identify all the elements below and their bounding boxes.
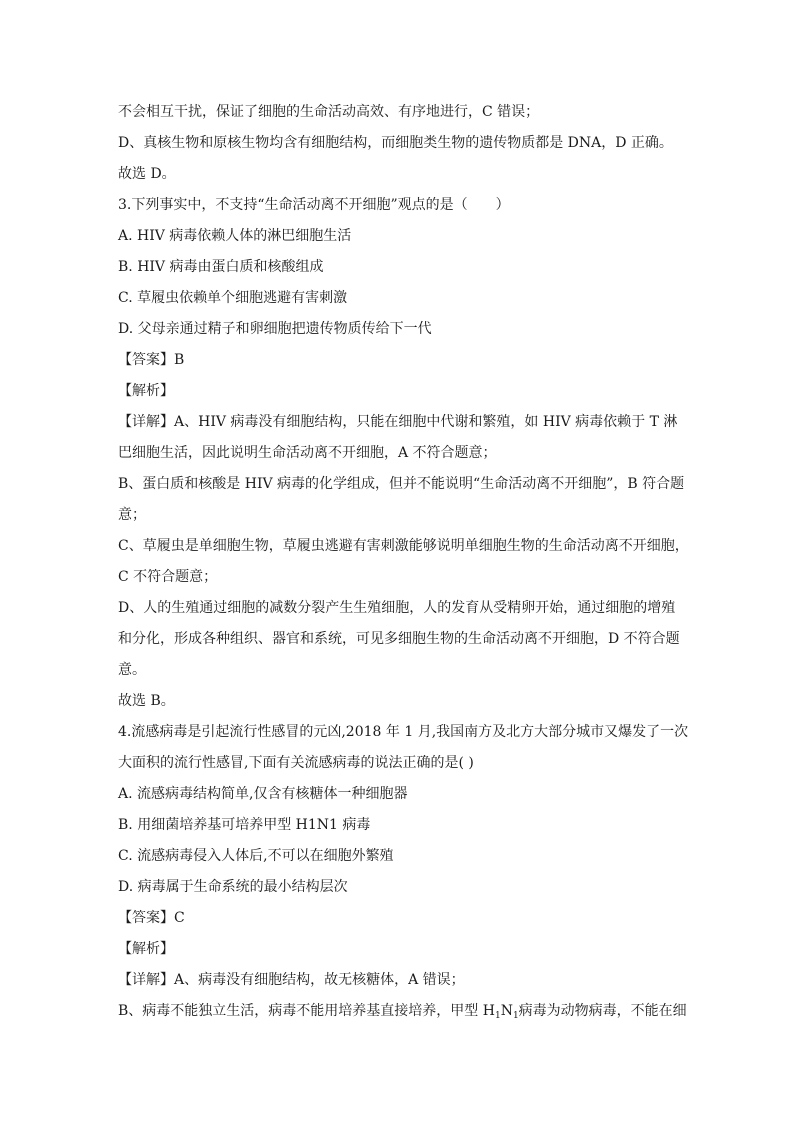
subscript: 1 [512, 1011, 519, 1021]
question-stem: 大面积的流行性感冒,下面有关流感病毒的说法正确的是( ) [118, 755, 474, 771]
detail-line: 【详解】A、病毒没有细胞结构，故无核糖体，A 错误； [118, 972, 465, 988]
detail-line: C、草履虫是单细胞生物，草履虫逃避有害刺激能够说明单细胞生物的生命活动离不开细胞， [118, 538, 689, 554]
text-line: D、真核生物和原核生物均含有细胞结构，而细胞类生物的遗传物质都是 DNA，D 正确。 [118, 135, 673, 151]
option-b: B. HIV 病毒由蛋白质和核酸组成 [118, 259, 324, 275]
detail-line: 意。 [118, 662, 146, 678]
answer-line: 【答案】C [118, 910, 185, 926]
analysis-header: 【解析】 [118, 941, 174, 957]
detail-line: 和分化，形成各种组织、器官和系统，可见多细胞生物的生命活动离不开细胞，D 不符合题 [118, 631, 680, 647]
question-stem: 3.下列事实中，不支持“生命活动离不开细胞”观点的是（ ） [118, 197, 510, 213]
detail-text: B、病毒不能独立生活，病毒不能用培养基直接培养，甲型 H [118, 1003, 495, 1019]
subscript: 1 [494, 1011, 501, 1021]
detail-line: 意； [118, 507, 146, 523]
detail-line: C 不符合题意； [118, 569, 218, 585]
detail-text: N [500, 1003, 513, 1019]
text-line: 不会相互干扰，保证了细胞的生命活动高效、有序地进行，C 错误； [118, 104, 540, 120]
detail-line: 【详解】A、HIV 病毒没有细胞结构，只能在细胞中代谢和繁殖，如 HIV 病毒依赖于 T 淋 [118, 414, 678, 430]
option-c: C. 草履虫依赖单个细胞逃避有害刺激 [118, 290, 348, 306]
option-d: D. 父母亲通过精子和卵细胞把遗传物质传给下一代 [118, 321, 432, 337]
detail-line: 巴细胞生活，因此说明生命活动离不开细胞，A 不符合题意； [118, 445, 497, 461]
conclusion-line: 故选 D。 [118, 166, 176, 182]
answer-line: 【答案】B [118, 352, 185, 368]
detail-line [118, 1001, 687, 1021]
detail-text: 病毒为动物病毒，不能在细 [518, 1003, 687, 1019]
option-a: A. HIV 病毒依赖人体的淋巴细胞生活 [118, 228, 352, 244]
option-c: C. 流感病毒侵入人体后,不可以在细胞外繁殖 [118, 848, 394, 864]
detail-line: B、蛋白质和核酸是 HIV 病毒的化学组成，但并不能说明“生命活动离不开细胞”，B 符合题 [118, 476, 685, 492]
question-stem: 4.流感病毒是引起流行性感冒的元凶,2018 年 1 月,我国南方及北方大部分城市又爆发了一次 [118, 724, 689, 740]
option-d: D. 病毒属于生命系统的最小结构层次 [118, 879, 348, 895]
conclusion-line: 故选 B。 [118, 693, 175, 709]
option-b: B. 用细菌培养基可培养甲型 H1N1 病毒 [118, 817, 371, 833]
detail-line: D、人的生殖通过细胞的减数分裂产生生殖细胞，人的发育从受精卵开始，通过细胞的增殖 [118, 600, 676, 616]
analysis-header: 【解析】 [118, 383, 174, 399]
option-a: A. 流感病毒结构简单,仅含有核糖体一种细胞器 [118, 786, 408, 802]
